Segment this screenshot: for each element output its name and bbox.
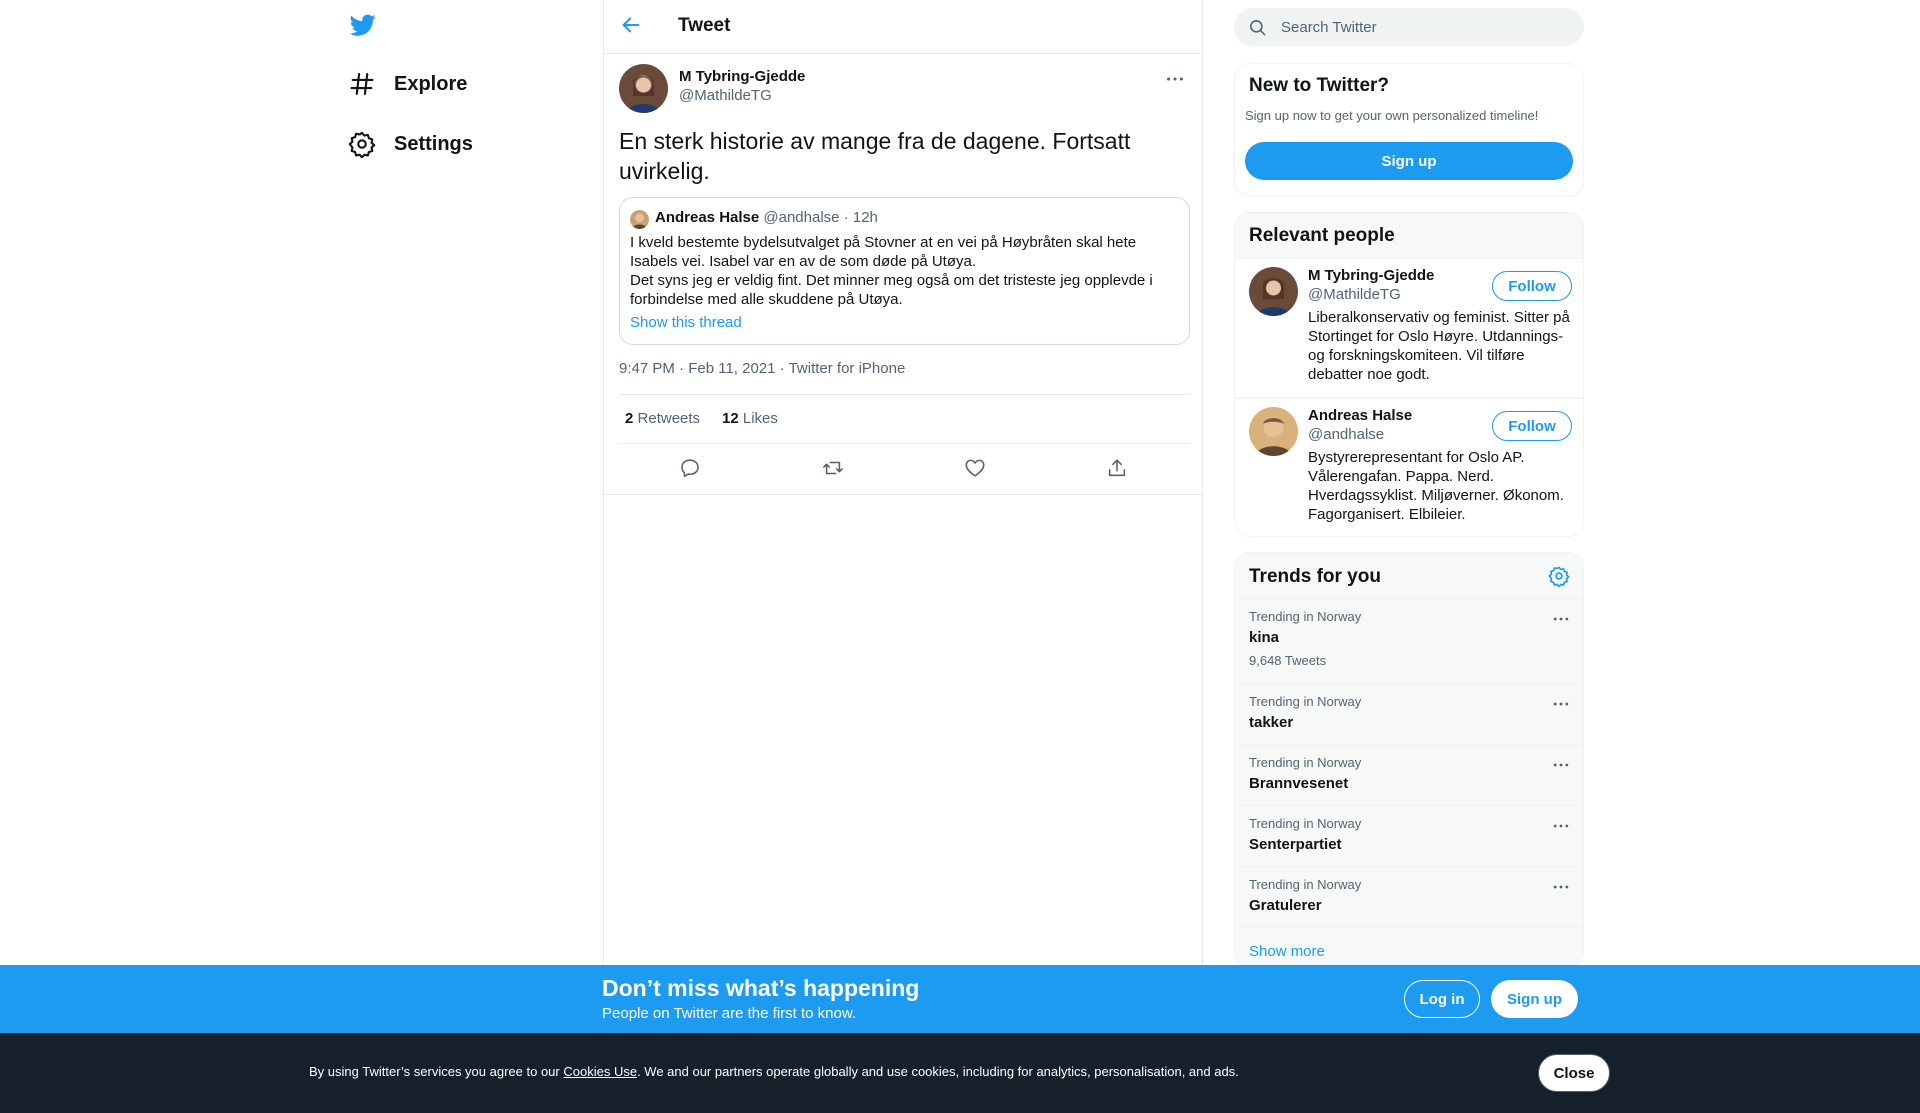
like-heart-icon[interactable] [964,457,988,481]
trends-card [1234,552,1584,968]
relevant-person-handle: @MathildeTG [1308,286,1401,303]
follow-button[interactable]: Follow [1492,271,1572,301]
more-options-icon[interactable] [1551,609,1571,629]
cookie-suffix: . We and our partners operate globally and use cookies, including for analytics, personalisation, and ads. [637,1064,1239,1079]
cookie-text [309,1064,1239,1079]
trend-name: Gratulerer [1249,897,1322,914]
twitter-bird-icon[interactable] [348,12,380,42]
retweets-stat[interactable] [625,410,700,427]
trend-context: Trending in Norway [1249,816,1362,831]
meta-separator: · [775,360,789,377]
show-more-link[interactable]: Show more [1249,943,1325,960]
tweet-source[interactable]: Twitter for iPhone [788,360,906,377]
new-to-twitter-title: New to Twitter? [1249,75,1390,96]
likes-label: Likes [742,410,778,427]
banner-title: Don’t miss what’s happening [602,975,920,1001]
nav-settings-label: Settings [394,132,473,155]
trend-item[interactable] [1235,598,1584,683]
tweet-header [604,0,1202,54]
relevant-person-bio: Bystyrerepresentant for Oslo AP. Vålerengafan. Pappa. Nerd. Hverdagssyklist. Miljøverner. Økonom. Fagorganisert. Elbileier. [1308,449,1564,523]
relevant-people-title: Relevant people [1249,225,1395,246]
banner-subtitle: People on Twitter are the first to know. [602,1005,857,1022]
tweet-column [603,0,1203,965]
retweets-count: 2 [625,410,634,427]
retweets-label: Retweets [637,410,701,427]
more-options-icon[interactable] [1551,816,1571,836]
tweet-text: En sterk historie av mange fra de dagene. Fortsatt uvirkelig. [619,128,1131,184]
retweet-icon[interactable] [821,457,845,481]
back-arrow-icon[interactable] [620,14,646,40]
author-avatar[interactable] [619,64,668,113]
author-handle[interactable]: @MathildeTG [679,87,772,104]
signup-button[interactable]: Sign up [1245,142,1573,180]
tweet-meta [619,360,905,377]
page-title: Tweet [678,15,731,36]
likes-count: 12 [722,410,739,427]
trend-item[interactable] [1235,744,1584,805]
more-options-icon[interactable] [1551,877,1571,897]
quote-text-line-2: Det syns jeg er veldig fint. Det minner meg også om det tristeste jeg opplevde i forbindelse med alle skuddene på Utøya. [630,272,1153,308]
relevant-person[interactable] [1235,398,1584,537]
relevant-person-name[interactable]: M Tybring-Gjedde [1308,267,1435,284]
quoted-tweet[interactable] [619,197,1190,345]
quote-text [630,233,1180,309]
relevant-people-card [1234,212,1584,537]
likes-stat[interactable] [722,410,778,427]
more-options-icon[interactable] [1164,68,1186,90]
gear-icon [348,130,376,158]
nav-explore-label: Explore [394,72,468,95]
more-options-icon[interactable] [1551,755,1571,775]
signup-banner [0,965,1920,1033]
search-icon [1248,18,1267,37]
cookie-notice [0,1033,1920,1113]
close-cookie-button[interactable]: Close [1538,1054,1610,1092]
show-thread-link[interactable]: Show this thread [630,314,742,331]
banner-signup-button[interactable]: Sign up [1491,980,1578,1018]
quote-header [655,209,878,226]
follow-button[interactable]: Follow [1492,411,1572,441]
trend-context: Trending in Norway [1249,609,1362,624]
trend-name: kina [1249,629,1280,646]
tweet-actions [619,444,1190,494]
divider [1235,927,1584,928]
trend-item[interactable] [1235,683,1584,744]
trend-count: 9,648 Tweets [1249,653,1327,668]
search-input[interactable] [1281,8,1571,46]
trend-context: Trending in Norway [1249,755,1362,770]
quote-text-line-1: I kveld bestemte bydelsutvalget på Stovner at en vei på Høybråten skal hete Isabels vei. Isabel var en av de som døde på Utøya. [630,234,1137,270]
trend-name: Brannvesenet [1249,775,1349,792]
trend-item[interactable] [1235,866,1584,927]
relevant-person-avatar[interactable] [1249,407,1298,456]
quote-time: 12h [852,209,878,226]
more-options-icon[interactable] [1551,694,1571,714]
meta-separator: · [674,360,689,377]
new-to-twitter-subtitle: Sign up now to get your own personalized timeline! [1245,108,1539,123]
author-name[interactable]: M Tybring-Gjedde [679,68,806,85]
relevant-person[interactable] [1235,258,1584,397]
hashtag-icon [348,70,376,98]
relevant-person-bio: Liberalkonservativ og feminist. Sitter på Stortinget for Oslo Høyre. Utdannings- og forskningskomiteen. Vil tilføre debatter noe godt. [1308,309,1570,383]
nav-explore[interactable] [348,64,467,104]
reply-icon[interactable] [679,457,703,481]
tweet-stats [619,394,1190,444]
login-button[interactable]: Log in [1404,980,1480,1018]
nav-settings[interactable] [348,124,473,164]
new-to-twitter-card [1234,63,1584,197]
gear-icon[interactable] [1548,565,1570,587]
quote-author-handle: @andhalse [763,209,840,226]
search-bar[interactable] [1234,8,1584,46]
relevant-person-handle: @andhalse [1308,426,1385,443]
trend-context: Trending in Norway [1249,694,1362,709]
trend-name: takker [1249,714,1294,731]
tweet-date[interactable]: Feb 11, 2021 [688,360,776,377]
trend-name: Senterpartiet [1249,836,1342,853]
trend-item[interactable] [1235,805,1584,866]
quote-author-name: Andreas Halse [655,209,760,226]
divider [604,494,1204,495]
quote-author-avatar [630,210,649,229]
quote-separator: · [839,209,853,226]
cookies-use-link[interactable]: Cookies Use [563,1064,638,1079]
trends-title: Trends for you [1249,566,1381,587]
share-icon[interactable] [1106,457,1130,481]
relevant-person-name[interactable]: Andreas Halse [1308,407,1413,424]
cookie-prefix: By using Twitter’s services you agree to our [309,1064,564,1079]
trend-context: Trending in Norway [1249,877,1362,892]
relevant-person-avatar[interactable] [1249,267,1298,316]
tweet-time[interactable]: 9:47 PM [619,360,675,377]
